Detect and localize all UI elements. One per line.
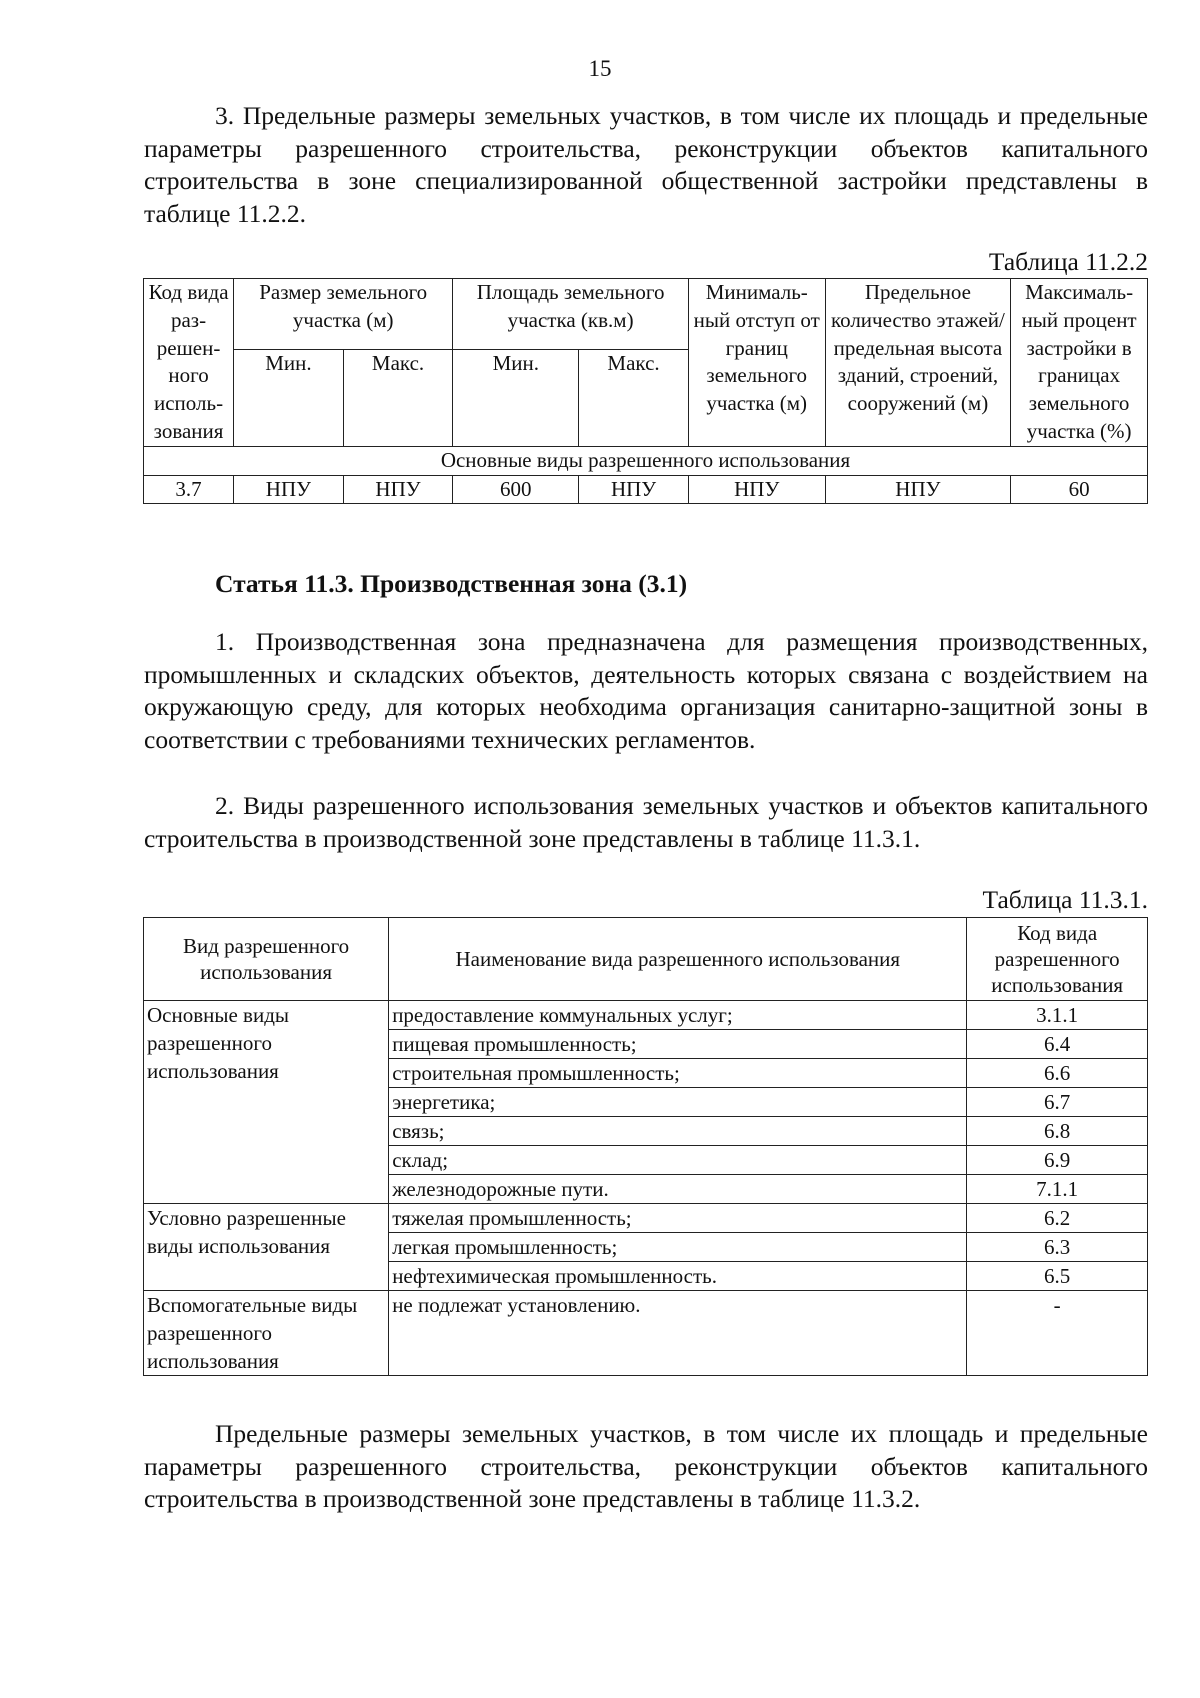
category-conditional: Условно разрешенные виды использования bbox=[144, 1204, 389, 1291]
header-name: Наименование вида разрешенного использования bbox=[389, 918, 967, 1001]
header-type: Вид разрешенного использования bbox=[144, 918, 389, 1001]
category-main: Основные виды разрешенного использования bbox=[144, 1001, 389, 1204]
use-code: 6.3 bbox=[967, 1233, 1148, 1262]
article-heading: Статья 11.3. Производственная зона (3.1) bbox=[215, 569, 688, 598]
table-cell: 3.7 bbox=[144, 475, 234, 504]
use-code: 6.5 bbox=[967, 1262, 1148, 1291]
use-code: 6.9 bbox=[967, 1146, 1148, 1175]
category-auxiliary: Вспомогательные виды разрешенного использования bbox=[144, 1291, 389, 1376]
use-name: железнодорожные пути. bbox=[389, 1175, 967, 1204]
table-11-2-2-caption: Таблица 11.2.2 bbox=[988, 247, 1148, 276]
use-name: легкая промышленность; bbox=[389, 1233, 967, 1262]
section-row: Основные виды разрешенного использования bbox=[144, 446, 1148, 475]
use-name: пищевая промышленность; bbox=[389, 1030, 967, 1059]
header-plot-size: Размер земельного участка (м) bbox=[234, 279, 453, 350]
use-code: 7.1.1 bbox=[967, 1175, 1148, 1204]
header-min-setback: Минималь-ный отступ от границ земельного участка (м) bbox=[688, 279, 825, 447]
paragraph-2: 2. Виды разрешенного использования земельных участков и объектов капитального строительства в производственной зоне представлены в таблице 11.3.1. bbox=[144, 791, 1148, 853]
header-max-coverage: Максималь-ный процент застройки в границах земельного участка (%) bbox=[1011, 279, 1148, 447]
use-code: 6.6 bbox=[967, 1059, 1148, 1088]
use-name: тяжелая промышленность; bbox=[389, 1204, 967, 1233]
header-area-max: Макс. bbox=[579, 350, 689, 447]
header-code: Код вида раз-решен-ного исполь-зования bbox=[144, 279, 234, 447]
paragraph-1: 1. Производственная зона предназначена для размещения производственных, промышленных и складских объектов, деятельность которых связана с воздействием на окружающую среду, для которых необходима организация санитарно-защитной зоны в соответствии с требованиями технических регламентов. bbox=[144, 627, 1148, 754]
header-plot-area: Площадь земельного участка (кв.м) bbox=[453, 279, 689, 350]
table-row bbox=[144, 1291, 1148, 1376]
use-name: склад; bbox=[389, 1146, 967, 1175]
use-code: - bbox=[967, 1291, 1148, 1376]
use-name: предоставление коммунальных услуг; bbox=[389, 1001, 967, 1030]
table-cell: 60 bbox=[1011, 475, 1148, 504]
header-size-max: Макс. bbox=[343, 350, 453, 447]
table-cell: НПУ bbox=[579, 475, 689, 504]
table-row bbox=[144, 475, 1148, 504]
table-cell: НПУ bbox=[825, 475, 1011, 504]
paragraph-3: 3. Предельные размеры земельных участков, в том числе их площадь и предельные параметры разрешенного строительства, реконструкции объектов капитального строительства в зоне специализированной общественной застройки представлены в таблице 11.2.2. bbox=[144, 101, 1148, 228]
table-cell: НПУ bbox=[234, 475, 344, 504]
use-name: связь; bbox=[389, 1117, 967, 1146]
header-size-min: Мин. bbox=[234, 350, 344, 447]
use-code: 6.4 bbox=[967, 1030, 1148, 1059]
table-11-2-2 bbox=[143, 278, 1148, 504]
table-11-3-1 bbox=[143, 917, 1148, 1376]
table-cell: НПУ bbox=[688, 475, 825, 504]
table-11-3-1-caption: Таблица 11.3.1. bbox=[982, 885, 1148, 914]
table-cell: 600 bbox=[453, 475, 579, 504]
use-name: строительная промышленность; bbox=[389, 1059, 967, 1088]
table-row bbox=[144, 1001, 1148, 1030]
use-name: нефтехимическая промышленность. bbox=[389, 1262, 967, 1291]
use-code: 3.1.1 bbox=[967, 1001, 1148, 1030]
header-code: Код вида разрешенного использования bbox=[967, 918, 1148, 1001]
use-name: энергетика; bbox=[389, 1088, 967, 1117]
paragraph-final: Предельные размеры земельных участков, в том числе их площадь и предельные параметры разрешенного строительства, реконструкции объектов капитального строительства в производственной зоне представлены в таблице 11.3.2. bbox=[144, 1419, 1148, 1513]
use-code: 6.7 bbox=[967, 1088, 1148, 1117]
header-max-floors: Предельное количество этажей/ предельная высота зданий, строений, сооружений (м) bbox=[825, 279, 1011, 447]
use-code: 6.2 bbox=[967, 1204, 1148, 1233]
page-number: 15 bbox=[588, 56, 612, 81]
use-code: 6.8 bbox=[967, 1117, 1148, 1146]
table-cell: НПУ bbox=[343, 475, 453, 504]
table-row bbox=[144, 1204, 1148, 1233]
use-name: не подлежат установлению. bbox=[389, 1291, 967, 1376]
header-area-min: Мин. bbox=[453, 350, 579, 447]
